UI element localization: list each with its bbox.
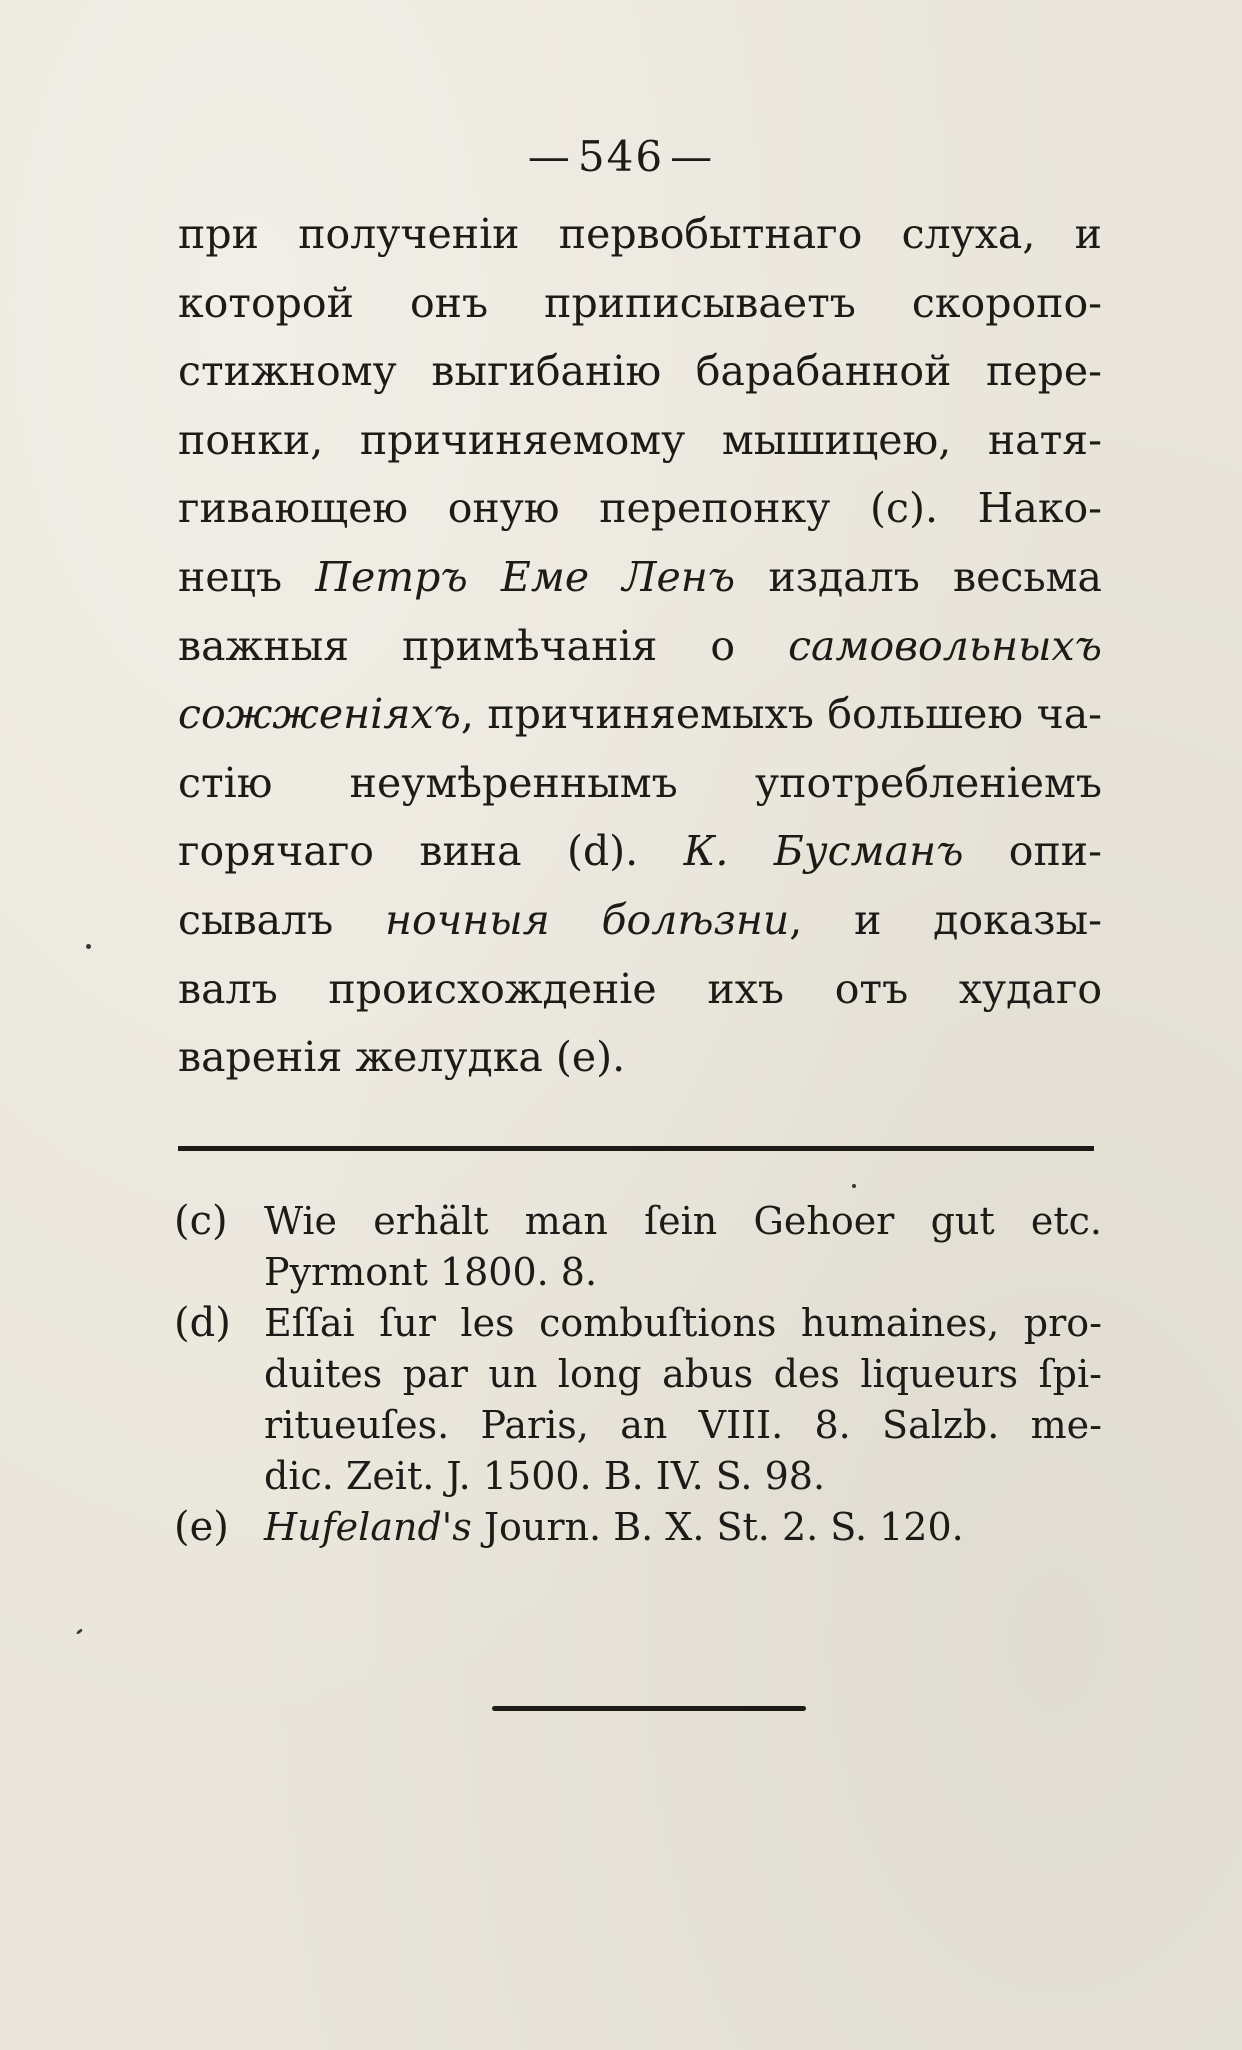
paper-speck	[852, 1184, 856, 1188]
text-run: Journ. B. X. St. 2. S. 120.	[471, 1505, 964, 1549]
italic-text: ночныя болѣзни	[385, 895, 790, 944]
italic-text: самовольныхъ	[788, 621, 1102, 670]
footnote-separator	[178, 1146, 1094, 1151]
text-line	[264, 1451, 1102, 1502]
footnote-mark: (e)	[174, 1504, 229, 1550]
text-run: важныя примѣчанія о	[178, 621, 789, 670]
text-line	[178, 474, 1102, 543]
footnote-mark: (d)	[174, 1300, 231, 1346]
italic-text: Hufeland's	[264, 1505, 472, 1549]
paper-speck	[86, 944, 91, 949]
footnote	[174, 1298, 1102, 1502]
text-run: Pyrmont 1800. 8.	[264, 1250, 598, 1294]
italic-text: К. Бусманъ	[683, 827, 964, 876]
text-line	[178, 680, 1102, 749]
text-line	[178, 817, 1102, 886]
text-run: гивающею оную перепонку (c). Нако-	[178, 484, 1102, 533]
footnote	[174, 1196, 1102, 1298]
text-line	[178, 886, 1102, 955]
footnotes	[174, 1196, 1102, 1553]
text-run: при полученіи первобытнаго слуха, и	[178, 210, 1102, 258]
page-number	[0, 132, 1242, 181]
page-number-dash-left: —	[527, 132, 572, 181]
text-line	[264, 1349, 1102, 1400]
text-run: нецъ	[178, 552, 316, 601]
text-run: стію неумѣреннымъ употребленіемъ	[178, 758, 1102, 807]
text-run: ritueuſes. Paris, an VIII. 8. Salzb. me-	[264, 1403, 1102, 1447]
footnote-mark: (c)	[174, 1198, 228, 1244]
text-run: валъ происхожденіе ихъ отъ худаго	[178, 964, 1102, 1013]
text-run: , и доказы-	[789, 895, 1102, 944]
text-line	[264, 1247, 1102, 1298]
text-run: Wie erhält man ſein Gehoer gut etc.	[264, 1199, 1102, 1243]
text-line	[178, 200, 1102, 269]
text-run: , причиняемыхъ большею ча-	[460, 690, 1102, 739]
end-ornament-rule	[492, 1706, 806, 1711]
text-run: варенія желудка (e).	[178, 1033, 626, 1082]
text-line	[178, 749, 1102, 818]
text-run: издалъ весьма	[735, 552, 1103, 601]
text-run: Eſſai ſur les combuſtions humaines, pro-	[264, 1301, 1102, 1345]
page-number-dash-right: —	[670, 132, 715, 181]
page-number-value: 546	[577, 132, 665, 181]
text-run: которой онъ приписываетъ скоропо-	[178, 278, 1102, 327]
text-run: горячаго вина (d).	[178, 827, 684, 876]
text-line	[178, 955, 1102, 1024]
text-line	[264, 1196, 1102, 1247]
text-line	[178, 543, 1102, 612]
text-run: понки, причиняемому мышицею, натя-	[178, 415, 1102, 464]
text-run: сывалъ	[178, 895, 386, 944]
text-line	[178, 406, 1102, 475]
text-line	[264, 1502, 1102, 1553]
paper-speck	[76, 1628, 83, 1635]
text-run: dic. Zeit. J. 1500. B. IV. S. 98.	[264, 1454, 826, 1498]
body-text	[178, 200, 1102, 1092]
italic-text: Петръ Еме Ленъ	[315, 552, 736, 601]
text-line	[264, 1298, 1102, 1349]
text-run: опи-	[963, 827, 1102, 876]
footnote	[174, 1502, 1102, 1553]
text-line	[264, 1400, 1102, 1451]
text-line	[178, 1023, 1102, 1092]
italic-text: сожженіяхъ	[178, 690, 461, 739]
text-line	[178, 269, 1102, 338]
text-line	[178, 337, 1102, 406]
text-run: duites par un long abus des liqueurs ſpi-	[264, 1352, 1102, 1396]
text-line	[178, 612, 1102, 681]
text-run: стижному выгибанію барабанной пере-	[178, 347, 1102, 396]
